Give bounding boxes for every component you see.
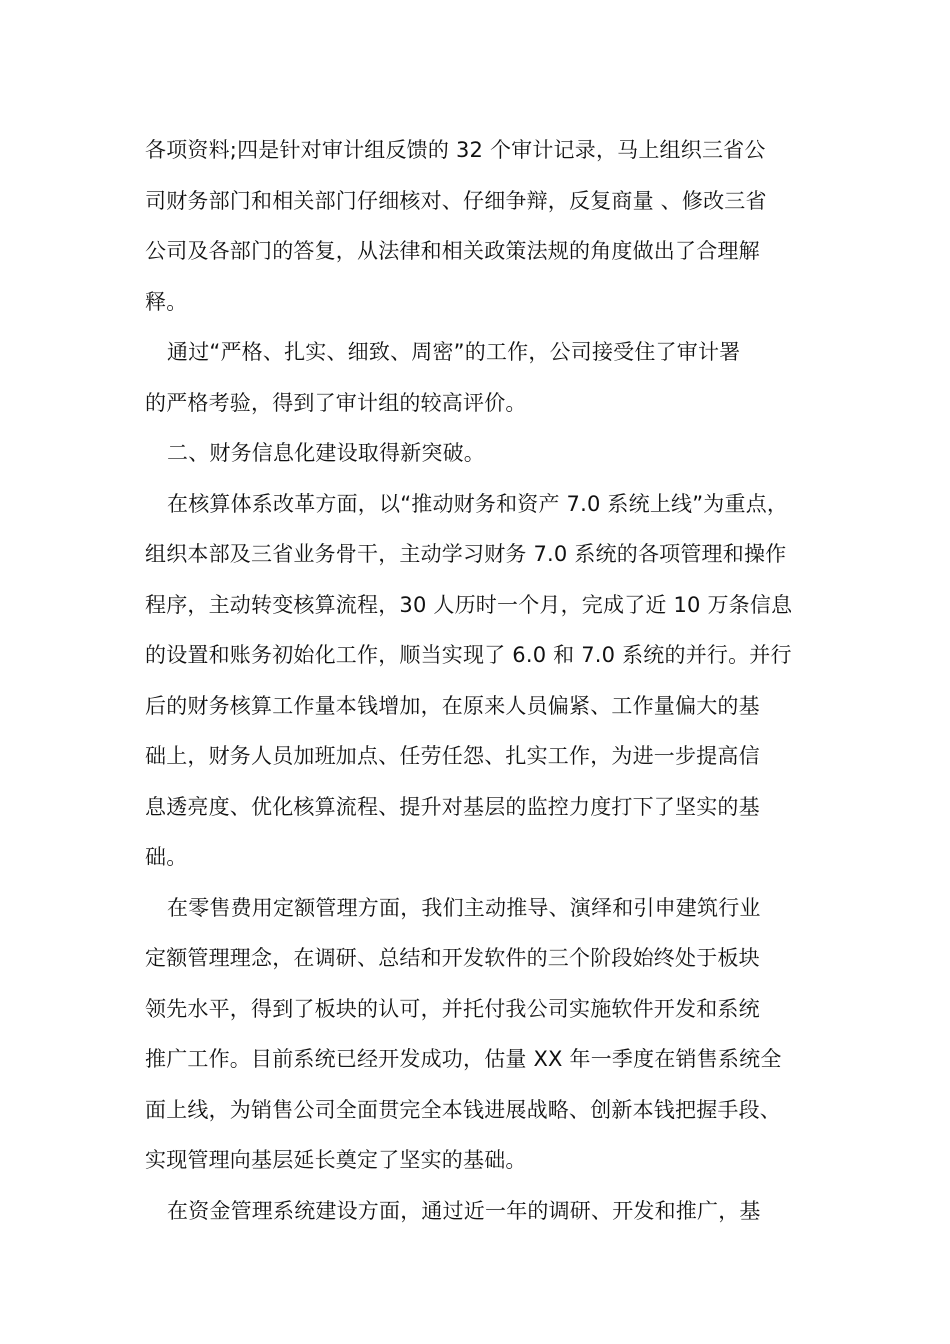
text-line: 司财务部门和相关部门仔细核对、仔细争辩，反复商量 、修改三省 bbox=[145, 188, 767, 213]
text-line: 释。 bbox=[145, 289, 188, 314]
text-line: 公司及各部门的答复，从法律和相关政策法规的角度做出了合理解 bbox=[145, 239, 760, 263]
text-line: 程序，主动转变核算流程，30 人历时一个月，完成了近 10 万条信息 bbox=[145, 592, 793, 617]
document-body bbox=[145, 125, 825, 1236]
text-line: 定额管理理念，在调研、总结和开发软件的三个阶段始终处于板块 bbox=[145, 946, 760, 970]
section-heading: 二、财务信息化建设取得新突破。 bbox=[167, 441, 485, 465]
text-line: 后的财务核算工作量本钱增加，在原来人员偏紧、工作量偏大的基 bbox=[145, 693, 760, 718]
paragraph-first-line: 在核算体系改革方面，以“推动财务和资产 7.0 系统上线”为重点， bbox=[167, 491, 789, 516]
paragraph-first-line: 通过“严格、扎实、细致、周密”的工作，公司接受住了审计署 bbox=[167, 340, 741, 364]
text-line: 础。 bbox=[145, 845, 188, 869]
paragraph-first-line: 在资金管理系统建设方面，通过近一年的调研、开发和推广，基 bbox=[167, 1198, 761, 1223]
text-line: 各项资料;四是针对审计组反馈的 32 个审计记录，马上组织三省公 bbox=[145, 138, 766, 162]
text-line: 的设置和账务初始化工作，顺当实现了 6.0 和 7.0 系统的并行。并行 bbox=[145, 643, 792, 667]
paragraph-first-line: 在零售费用定额管理方面，我们主动推导、演绎和引申建筑行业 bbox=[167, 895, 761, 920]
text-line: 息透亮度、优化核算流程、提升对基层的监控力度打下了坚实的基 bbox=[145, 794, 760, 819]
text-line: 组织本部及三省业务骨干，主动学习财务 7.0 系统的各项管理和操作 bbox=[145, 542, 787, 566]
text-line: 实现管理向基层延长奠定了坚实的基础。 bbox=[145, 1148, 527, 1172]
text-line: 础上，财务人员加班加点、任劳任怨、扎实工作，为进一步提高信 bbox=[145, 744, 760, 768]
text-line: 面上线，为销售公司全面贯完全本钱进展战略、创新本钱把握手段、 bbox=[145, 1097, 781, 1122]
text-line: 领先水平，得到了板块的认可，并托付我公司实施软件开发和系统 bbox=[145, 996, 760, 1021]
text-line: 的严格考验，得到了审计组的较高评价。 bbox=[145, 390, 527, 415]
text-line: 推广工作。目前系统已经开发成功，估量 XX 年一季度在销售系统全 bbox=[145, 1047, 782, 1071]
